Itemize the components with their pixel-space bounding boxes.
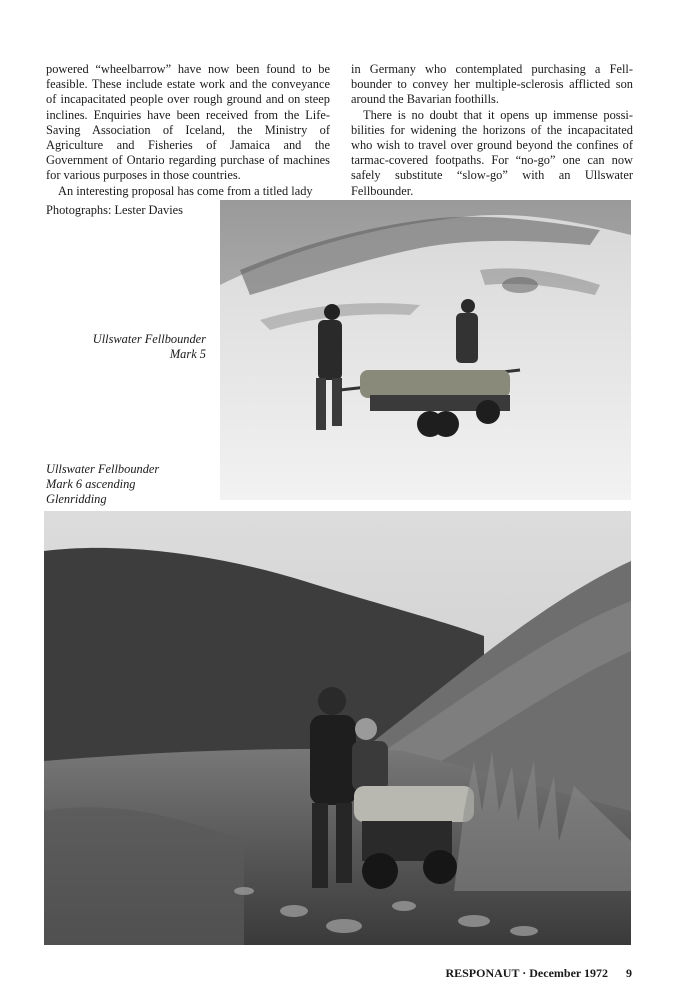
paragraph: in Germany who contemplated purchasing a Fellbounder to convey her multiple-sclerosis afflicted son around the Bavarian foothills. — [351, 62, 633, 107]
snow-hill-photo — [220, 200, 631, 500]
paragraph: An interesting proposal has come from a titled lady — [58, 183, 313, 198]
caption-line: Mark 5 — [169, 347, 206, 361]
photo-credit: Photographs: Lester Davies — [46, 203, 183, 217]
paragraph: There is no doubt that it opens up immense possibilities for widening the horizons of the incapacitated who wish to travel over ground beyond the confines of tarmac-covered footpaths. For “no-go” one can now safely substitute “slow-go” with an Ullswater Fellbounder. — [351, 107, 633, 198]
caption-mark6 — [46, 462, 216, 507]
paragraph: powered “wheelbarrow” have now been found to be feasible. These include estate work and the conveyance of incapacitated people over rough ground and on steep inclines. Enquiries have been received from the Life-Saving Association of Iceland, the Ministry of Agriculture and Fisheries of Jamaica and the Government of Ontario regarding purchase of machines for various purposes in those countries. — [46, 62, 330, 183]
photo-fellbounder-mark5 — [220, 200, 631, 500]
publication-issue: RESPONAUT · December 1972 — [445, 966, 608, 980]
valley-photo — [44, 511, 631, 945]
article-column-left — [46, 62, 330, 199]
page-footer — [445, 966, 632, 981]
caption-line: Glenridding — [46, 492, 107, 506]
caption-line: Ullswater Fellbounder — [46, 462, 160, 476]
page-number: 9 — [626, 966, 632, 980]
caption-mark5 — [46, 332, 206, 362]
article-column-right — [351, 62, 633, 199]
photo-fellbounder-mark6 — [44, 511, 631, 945]
caption-line: Ullswater Fellbounder — [92, 332, 206, 346]
caption-line: Mark 6 ascending — [46, 477, 136, 491]
